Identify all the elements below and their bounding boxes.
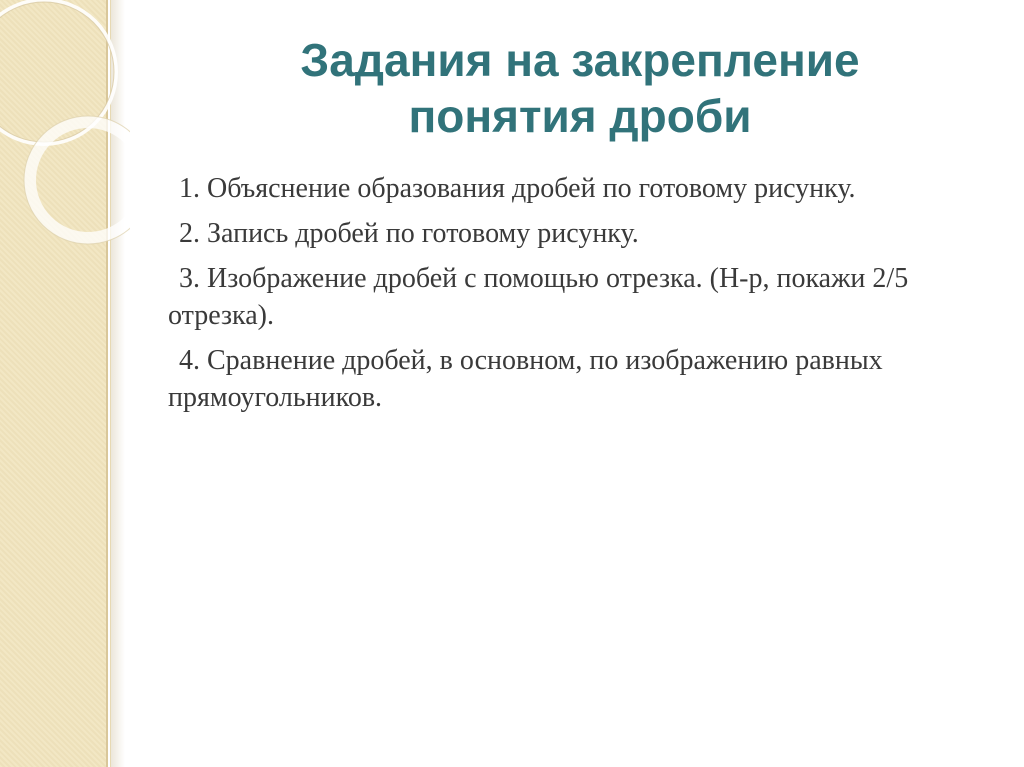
task-text: Изображение дробей с помощью отрезка. (Н-р, покажи 2/5 отрезка). [168, 263, 909, 331]
task-number: 4. [179, 345, 200, 376]
task-number: 2. [179, 218, 200, 249]
task-text: Сравнение дробей, в основном, по изображению равных прямоугольников. [168, 345, 883, 413]
slide-title-line-2: понятия дроби [408, 90, 752, 142]
task-list [168, 170, 968, 424]
task-number: 1. [179, 173, 200, 204]
task-text: Запись дробей по готовому рисунку. [207, 218, 639, 249]
list-item [168, 260, 968, 334]
slide-title [160, 32, 1000, 144]
list-item [168, 170, 968, 207]
slide-title-line-1: Задания на закрепление [300, 34, 860, 86]
list-item [168, 342, 968, 416]
task-number: 3. [179, 263, 200, 294]
task-text: Объяснение образования дробей по готовому рисунку. [207, 173, 856, 204]
decorative-circles-icon [0, 0, 130, 280]
list-item [168, 215, 968, 252]
